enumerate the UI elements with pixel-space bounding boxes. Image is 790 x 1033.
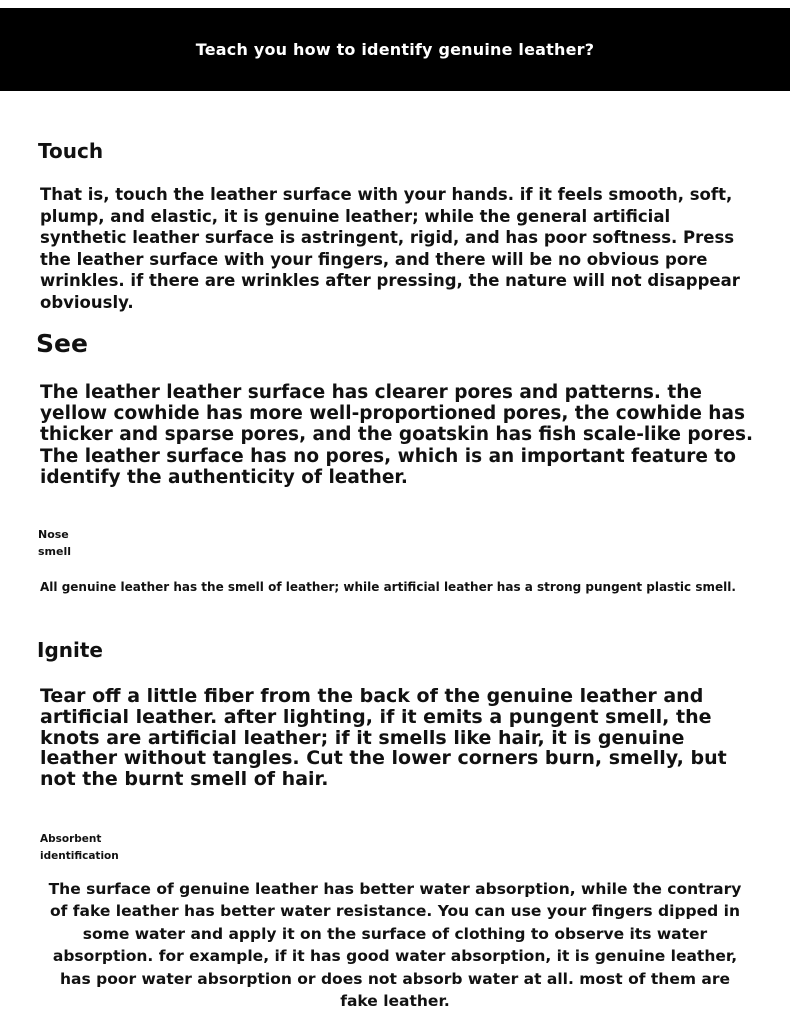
- section-heading-touch: Touch: [38, 139, 104, 163]
- section-text-absorbent: The surface of genuine leather has better water absorption, while the contrary of fake leather has better water resistance. You can use your fingers dipped in some water and apply it on the surface of clothing to observe its water absorption. for example, if it has good water absorption, it is genuine leather, has poor water absorption or does not absorb water at all. most of them are fake leather.: [48, 880, 742, 1011]
- section-heading-ignite: Ignite: [37, 638, 103, 662]
- section-heading-nose-smell: Nose smell: [38, 528, 72, 558]
- page-title: Teach you how to identify genuine leather?: [195, 40, 595, 59]
- header-banner: [0, 8, 790, 91]
- section-text-ignite: Tear off a little fiber from the back of the genuine leather and artificial leather. after lighting, if it emits a pungent smell, the knots are artificial leather; if it smells like hair, it is genuine leather without tangles. Cut the lower corners burn, smelly, but not the burnt smell of hair.: [40, 685, 727, 791]
- section-heading-see: See: [36, 329, 88, 358]
- section-text-see: The leather leather surface has clearer pores and patterns. the yellow cowhide has more well-proportioned pores, the cowhide has thicker and sparse pores, and the goatskin has fish scale-like pores. The leather surface has no pores, which is an important feature to identify the authenticity of leather.: [40, 382, 754, 488]
- section-text-touch: That is, touch the leather surface with your hands. if it feels smooth, soft, plump, and elastic, it is genuine leather; while the general artificial synthetic leather surface is astringent, rigid, and has poor softness. Press the leather surface with your fingers, and there will be no obvious pore wrinkles. if there are wrinkles after pressing, the nature will not disappear obviously.: [40, 185, 740, 312]
- section-text-nose-smell: All genuine leather has the smell of leather; while artificial leather has a strong pungent plastic smell.: [40, 580, 736, 594]
- section-heading-absorbent: Absorbent identification: [40, 833, 119, 862]
